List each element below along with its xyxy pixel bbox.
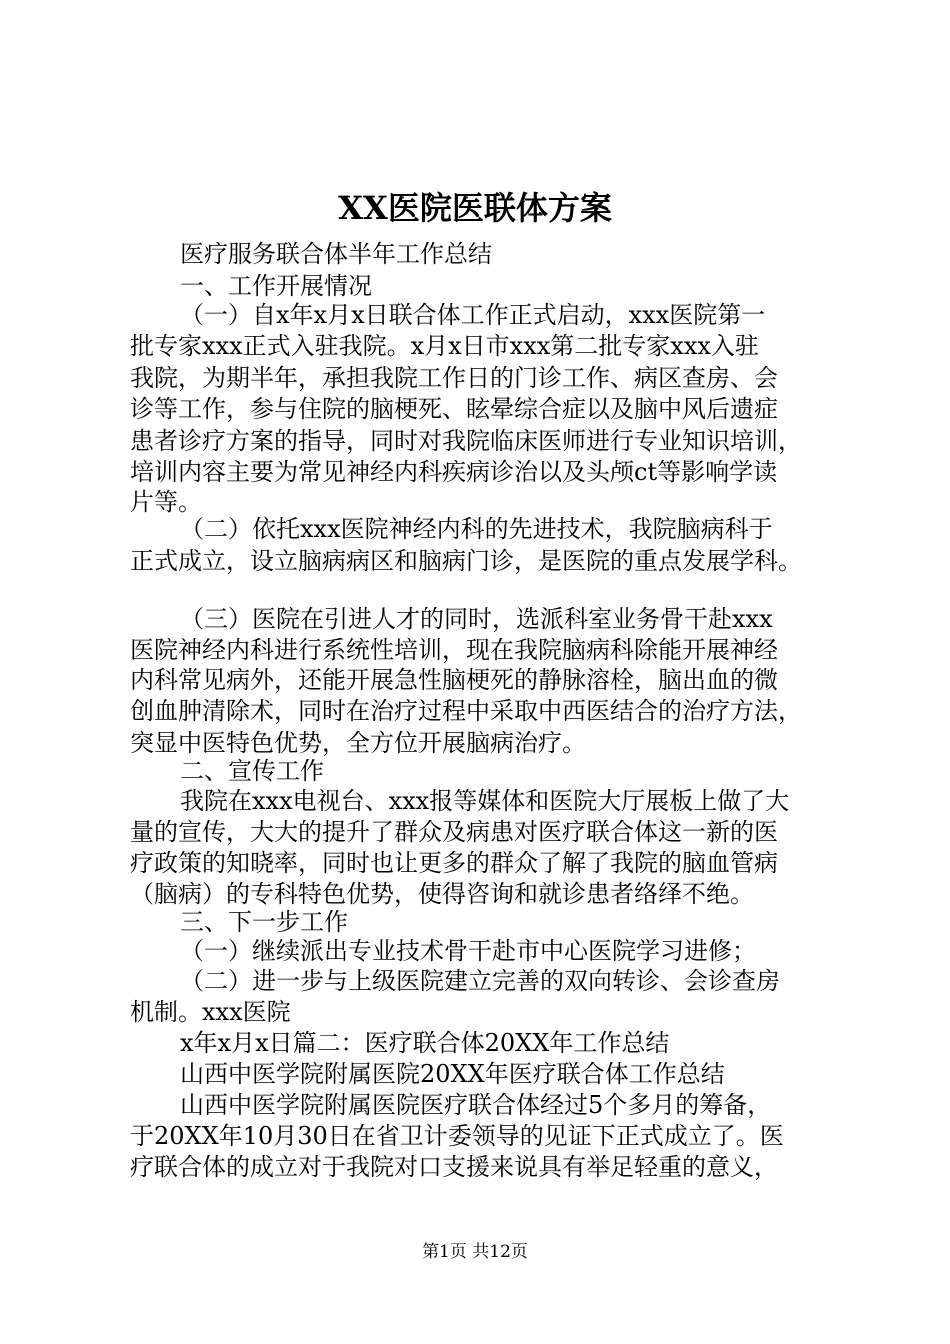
text-line: 批专家xxx正式入驻我院。x月x日市xxx第二批专家xxx入驻 [130,332,759,360]
text-line: （二）依托xxx医院神经内科的先进技术，我院脑病科于 [180,515,773,543]
text-line: （一）继续派出专业技术骨干赴市中心医院学习进修； [180,937,756,965]
text-line: 诊等工作，参与住院的脑梗死、眩晕综合症以及脑中风后遗症 [130,395,778,423]
text-line: 医院神经内科进行系统性培训，现在我院脑病科除能开展神经 [130,636,778,664]
text-line: 山西中医学院附属医院20XX年医疗联合体工作总结 [180,1060,725,1088]
section-heading: 二、宣传工作 [180,757,324,785]
text-line: 患者诊疗方案的指导，同时对我院临床医师进行专业知识培训， [130,427,802,455]
text-line: 量的宣传，大大的提升了群众及病患对医疗联合体这一新的医 [130,818,778,846]
text-line: 突显中医特色优势，全方位开展脑病治疗。 [130,729,586,757]
text-line: （二）进一步与上级医院建立完善的双向转诊、会诊查房 [180,967,780,995]
text-line: 一、工作开展情况 [180,272,372,300]
section-heading: 三、下一步工作 [180,908,348,936]
text-line: （三）医院在引进人才的同时，选派科室业务骨干赴xxx [180,605,773,633]
text-line: x年x月x日篇二：医疗联合体20XX年工作总结 [180,1029,670,1057]
page-number: 第1页 共12页 [422,1242,528,1262]
text-line: 机制。xxx医院 [130,998,291,1026]
text-line: 我院在xxx电视台、xxx报等媒体和医院大厅展板上做了大 [180,787,790,815]
text-line: 正式成立，设立脑病病区和脑病门诊，是医院的重点发展学科。 [130,547,802,575]
text-line: 创血肿清除术，同时在治疗过程中采取中西医结合的治疗方法， [130,697,802,725]
text-line: 内科常见病外，还能开展急性脑梗死的静脉溶栓，脑出血的微 [130,666,778,694]
text-line: （一）自x年x月x日联合体工作正式启动，xxx医院第一 [180,301,766,329]
text-line: 山西中医学院附属医院医疗联合体经过5个多月的筹备， [180,1091,772,1119]
text-line: 片等。 [130,488,202,516]
text-line: 于20XX年10月30日在省卫计委领导的见证下正式成立了。医 [130,1122,784,1150]
text-line: （脑病）的专科特色优势，使得咨询和就诊患者络绎不绝。 [130,880,754,908]
text-line: 培训内容主要为常见神经内科疾病诊治以及头颅ct等影响学读 [130,458,778,486]
text-line: 疗政策的知晓率，同时也让更多的群众了解了我院的脑血管病 [130,849,778,877]
text-line: 医疗服务联合体半年工作总结 [180,240,492,268]
text-line: 我院，为期半年，承担我院工作日的门诊工作、病区查房、会 [130,364,778,392]
document-title: XX医院医联体方案 [338,189,612,227]
text-line: 疗联合体的成立对于我院对口支援来说具有举足轻重的意义， [130,1153,778,1181]
